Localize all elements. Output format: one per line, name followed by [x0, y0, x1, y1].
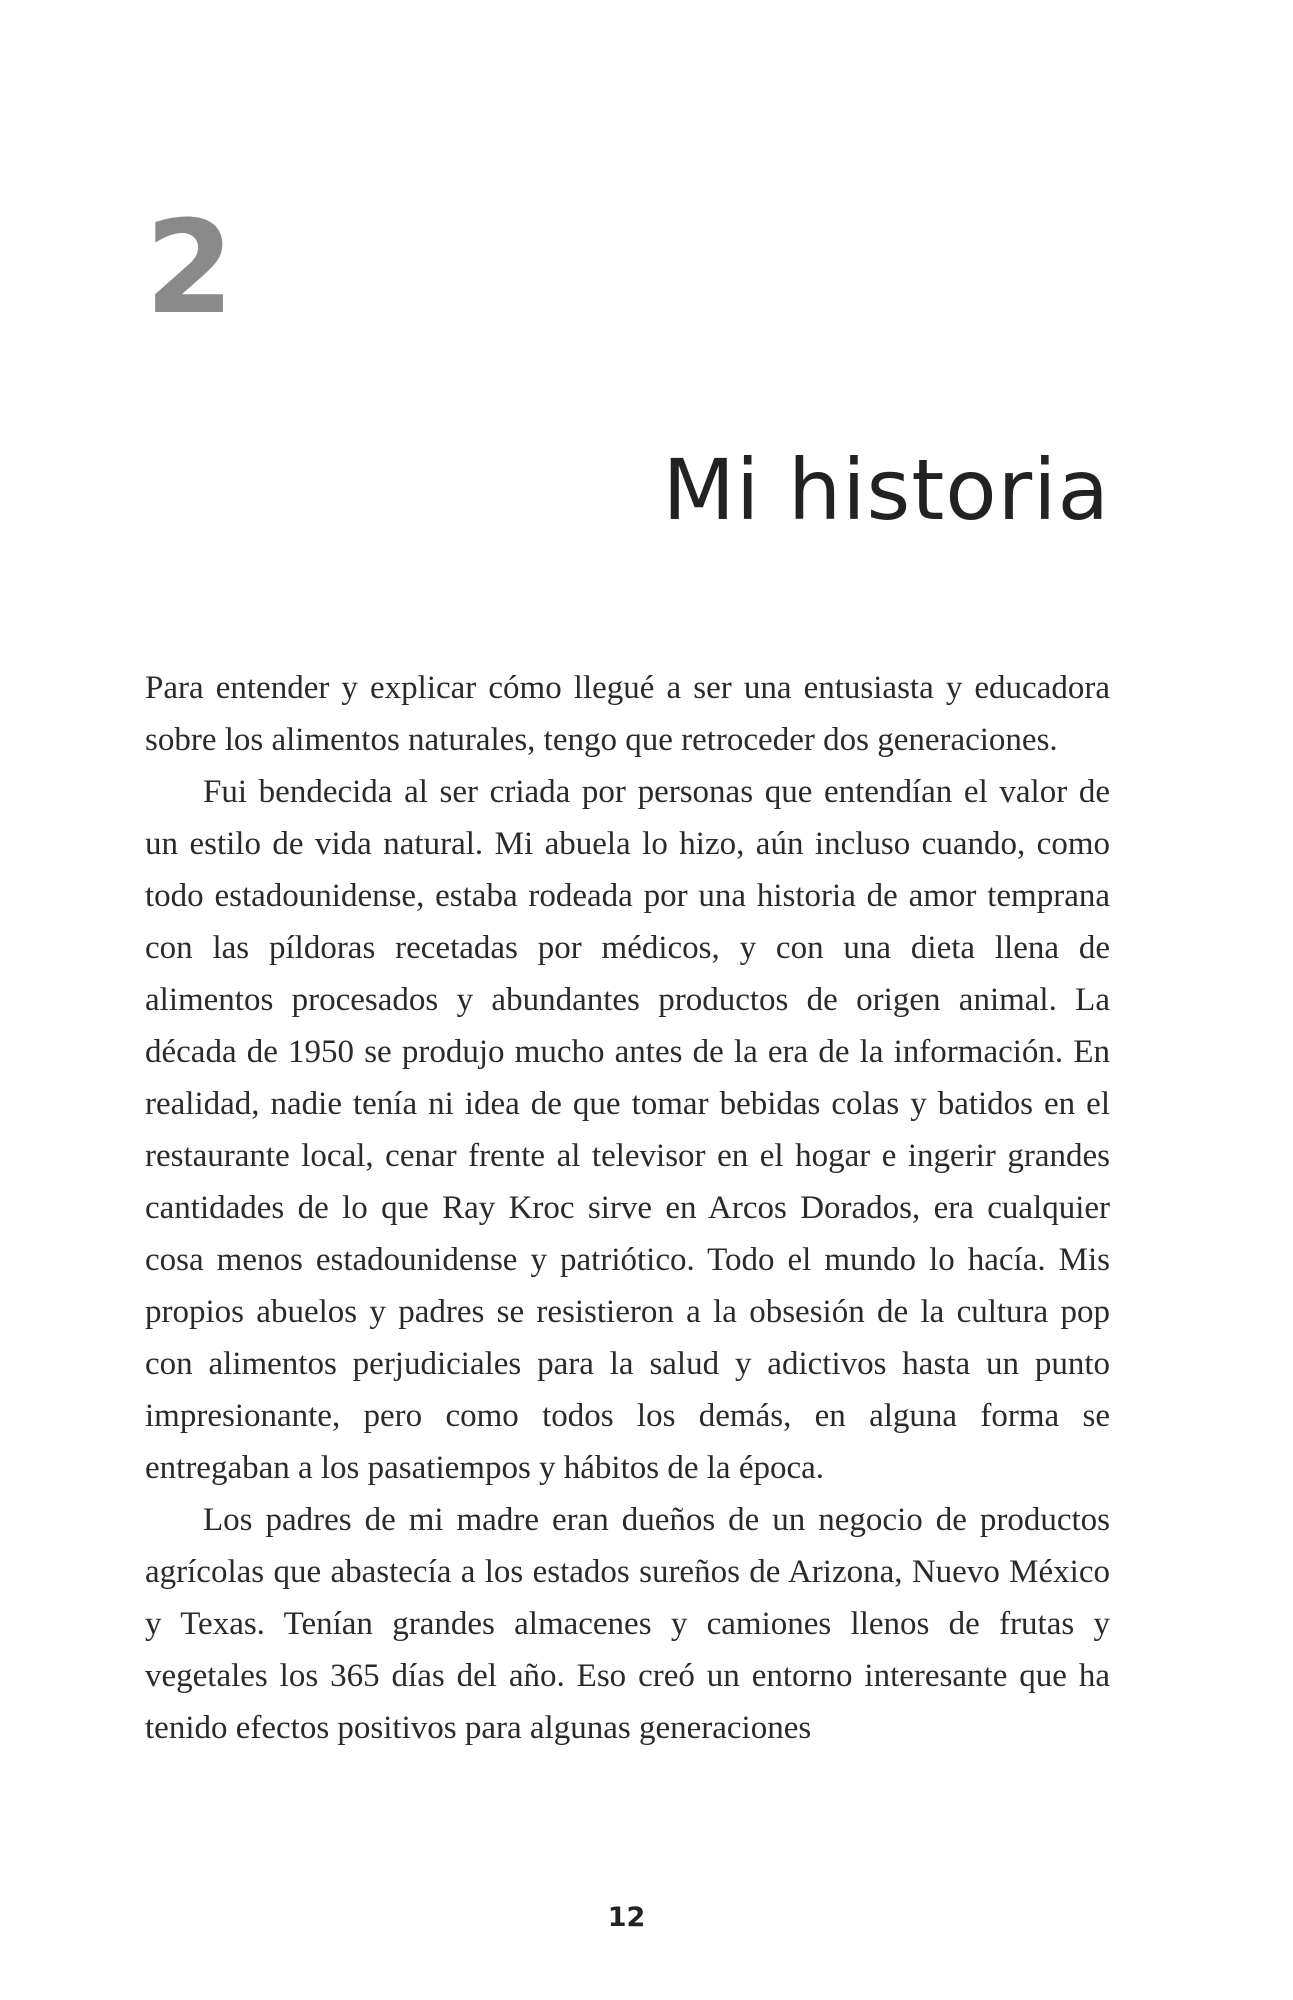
- page-number: 12: [607, 1902, 646, 1933]
- paragraph-3: Los padres de mi madre eran dueños de un negocio de productos agrícolas que abastecía a los estados sureños de Arizona, Nuevo México y Texas. Tenían grandes almacenes y camiones llenos de frutas y vegetales los 365 días del año. Eso creó un entorno interesante que ha tenido efectos positivos para algunas generaciones: [145, 1502, 1110, 1746]
- chapter-body: [145, 662, 1110, 1754]
- paragraph-2: Fui bendecida al ser criada por personas que entendían el valor de un estilo de vida natural. Mi abuela lo hizo, aún incluso cuando, como todo estadounidense, estaba rodeada por una historia de amor temprana con las píldoras recetadas por médicos, y con una dieta llena de alimentos procesados y abundantes productos de origen animal. La década de 1950 se produjo mucho antes de la era de la información. En realidad, nadie tenía ni idea de que tomar bebidas colas y batidos en el restaurante local, cenar frente al televisor en el hogar e ingerir grandes cantidades de lo que Ray Kroc sirve en Arcos Dorados, era cualquier cosa menos estadounidense y patriótico. Todo el mundo lo hacía. Mis propios abuelos y padres se resistieron a la obsesión de la cultura pop con alimentos perjudiciales para la salud y adictivos hasta un punto impresionante, pero como todos los demás, en alguna forma se entregaban a los pasatiempos y hábitos de la época.: [145, 774, 1110, 1486]
- chapter-title: Mi historia: [662, 441, 1110, 539]
- paragraph-1: Para entender y explicar cómo llegué a ser una entusiasta y educadora sobre los alimentos naturales, tengo que retroceder dos generaciones.: [145, 670, 1110, 758]
- chapter-number: 2: [145, 194, 233, 343]
